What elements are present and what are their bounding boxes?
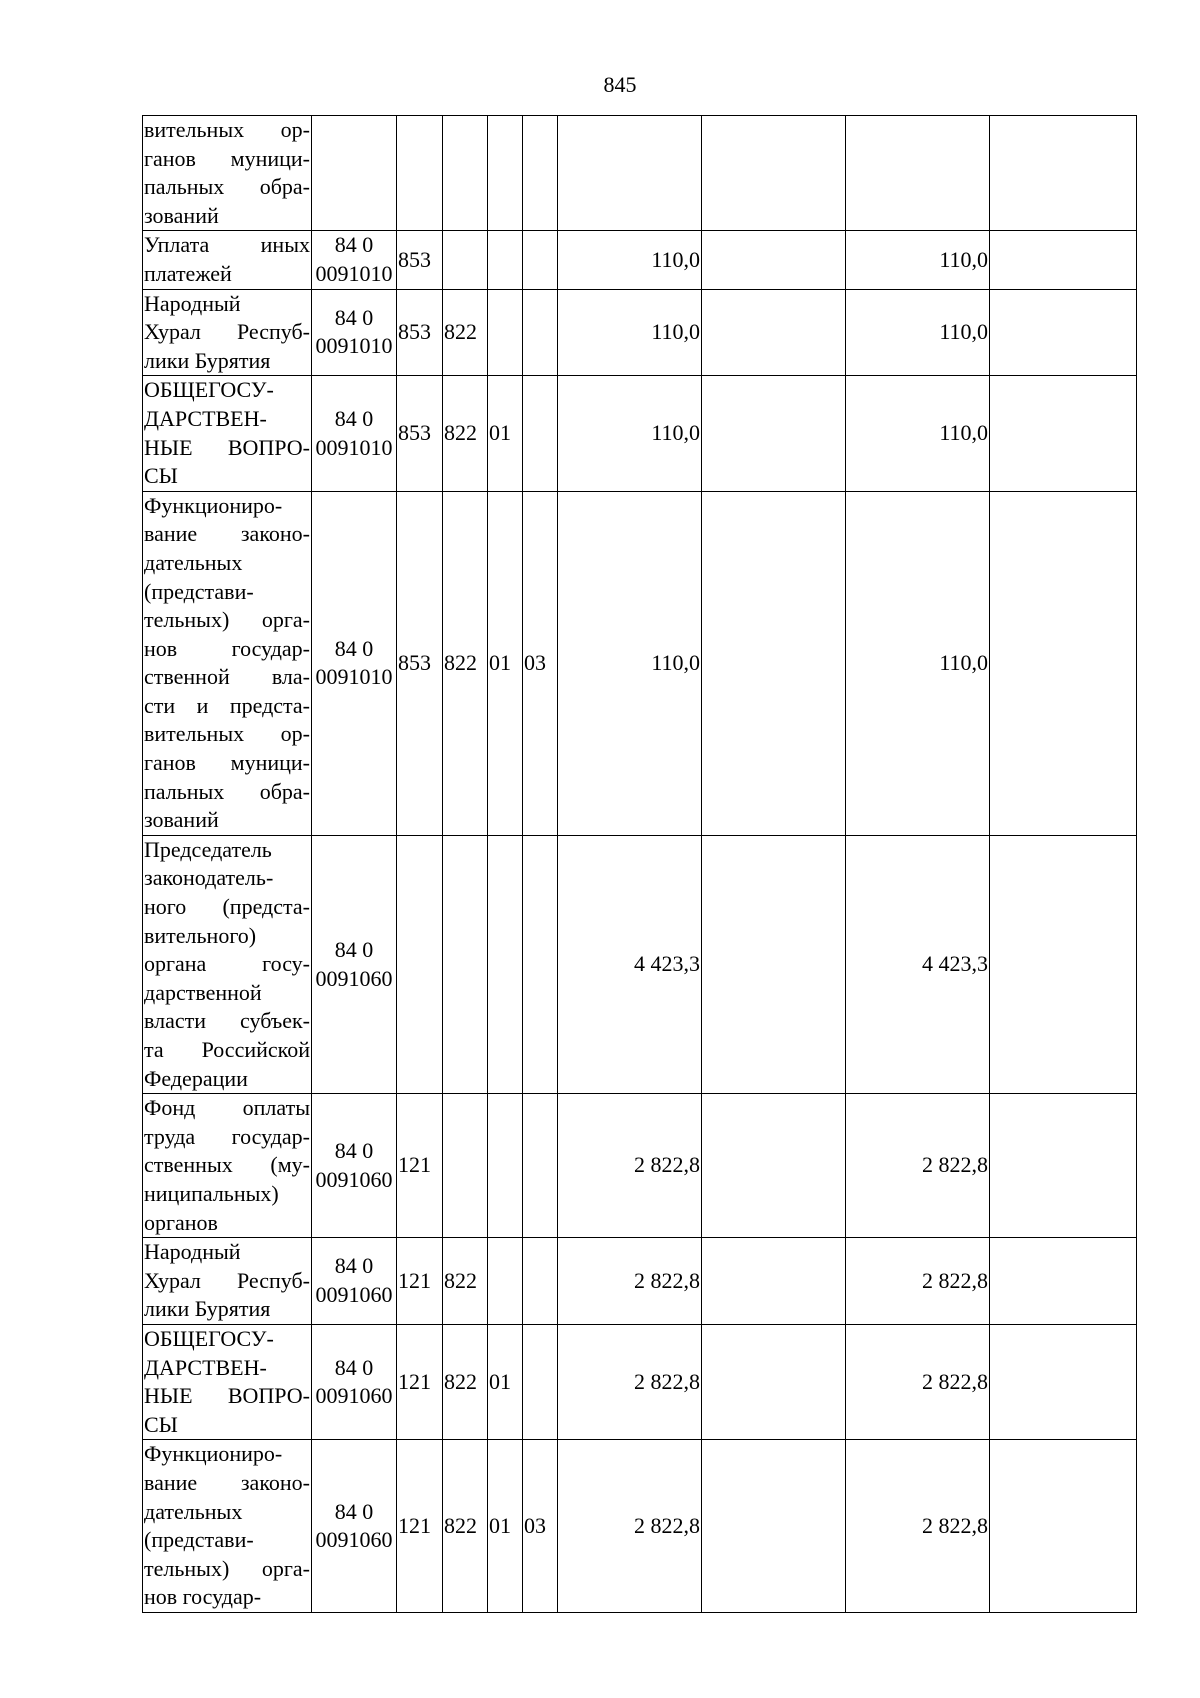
cell-text-line: НЫЕ ВОПРО-	[144, 434, 310, 460]
target-article-code-cell	[312, 491, 397, 835]
cell-text-line: зований	[144, 202, 219, 228]
row-name-cell	[143, 231, 312, 289]
table-row	[143, 1440, 1137, 1613]
cell-text-line: 84 0 00	[315, 635, 374, 690]
cell-text-line: ганов муници-	[144, 750, 310, 776]
cell-text-line: вительных ор-	[144, 117, 310, 142]
cell-text-line: лики Бурятия	[144, 347, 271, 373]
cell-text-line: Федерации	[144, 1065, 248, 1091]
cell-text-line: 91010	[337, 664, 393, 690]
cell-text-line: ДАРСТВЕН-	[144, 1354, 267, 1380]
row-name-cell	[143, 491, 312, 835]
target-article-code-cell	[312, 1238, 397, 1325]
amount-1-cell: 2 822,8	[558, 1324, 702, 1439]
amount-1-cell: 110,0	[558, 376, 702, 491]
cell-text-line: Фонд оплаты	[144, 1095, 310, 1121]
administrator-code-cell: 822	[443, 376, 488, 491]
table-row	[143, 835, 1137, 1093]
administrator-code-cell: 822	[443, 289, 488, 376]
cell-text-line: платежей	[144, 260, 232, 286]
target-article-code-cell	[312, 1440, 397, 1613]
subsection-code-cell	[523, 231, 558, 289]
amount-2-cell	[702, 289, 846, 376]
amount-4-cell	[990, 491, 1137, 835]
cell-text-line: Народный	[144, 1239, 241, 1265]
target-article-code-cell	[312, 1094, 397, 1238]
cell-text-line: Уплата иных	[144, 232, 310, 258]
cell-text-line: 84 0 00	[315, 405, 374, 460]
cell-text-line: ОБЩЕГОСУ-	[144, 377, 274, 403]
cell-text-line: 91060	[337, 1527, 393, 1553]
cell-text-line: 84 0 00	[315, 1498, 374, 1553]
row-name-cell	[143, 835, 312, 1093]
section-code-cell	[488, 231, 523, 289]
amount-2-cell	[702, 1324, 846, 1439]
expense-type-code-cell: 121	[397, 1440, 443, 1613]
amount-4-cell	[990, 231, 1137, 289]
cell-text-line: 84 0 00	[315, 1253, 374, 1308]
amount-1-cell: 4 423,3	[558, 835, 702, 1093]
cell-text-line: (представи-	[144, 1527, 254, 1553]
cell-text-line: 91060	[337, 1166, 393, 1192]
amount-2-cell	[702, 835, 846, 1093]
expense-type-code-cell: 853	[397, 376, 443, 491]
expense-type-code-cell	[397, 835, 443, 1093]
table-row	[143, 289, 1137, 376]
cell-text-line: ОБЩЕГОСУ-	[144, 1325, 274, 1351]
amount-3-cell: 2 822,8	[846, 1238, 990, 1325]
row-name-cell	[143, 1094, 312, 1238]
amount-4-cell	[990, 835, 1137, 1093]
amount-3-cell: 4 423,3	[846, 835, 990, 1093]
amount-1-cell: 110,0	[558, 491, 702, 835]
table-row	[143, 376, 1137, 491]
target-article-code-cell	[312, 376, 397, 491]
table-row	[143, 116, 1137, 231]
cell-text-line: пальных обра-	[144, 174, 310, 200]
cell-text-line: Хурал Респуб-	[144, 319, 310, 345]
amount-4-cell	[990, 1324, 1137, 1439]
cell-text-line: 84 0 00	[315, 1138, 374, 1192]
amount-2-cell	[702, 1238, 846, 1325]
row-name-cell	[143, 116, 312, 231]
target-article-code-cell	[312, 231, 397, 289]
target-article-code-cell	[312, 289, 397, 376]
row-name-cell	[143, 1324, 312, 1439]
row-name-cell	[143, 376, 312, 491]
expense-type-code-cell: 853	[397, 289, 443, 376]
section-code-cell: 01	[488, 1440, 523, 1613]
amount-4-cell	[990, 1440, 1137, 1613]
subsection-code-cell	[523, 1324, 558, 1439]
amount-1-cell: 110,0	[558, 231, 702, 289]
cell-text-line: законодатель-	[144, 865, 274, 891]
cell-text-line: 91060	[337, 965, 393, 991]
amount-2-cell	[702, 1440, 846, 1613]
cell-text-line: 84 0 00	[315, 304, 374, 359]
amount-4-cell	[990, 1094, 1137, 1238]
expense-type-code-cell	[397, 116, 443, 231]
cell-text-line: (представи-	[144, 578, 254, 604]
amount-4-cell	[990, 376, 1137, 491]
cell-text-line: лики Бурятия	[144, 1296, 271, 1322]
cell-text-line: нов государ-	[144, 1584, 262, 1610]
administrator-code-cell	[443, 1094, 488, 1238]
amount-1-cell	[558, 116, 702, 231]
cell-text-line: вительных ор-	[144, 721, 310, 747]
amount-1-cell: 2 822,8	[558, 1094, 702, 1238]
cell-text-line: Функциониро-	[144, 492, 283, 518]
amount-3-cell: 110,0	[846, 376, 990, 491]
table-body	[143, 116, 1137, 1613]
page-number: 845	[603, 72, 637, 97]
budget-table	[142, 115, 1137, 1613]
amount-2-cell	[702, 231, 846, 289]
table-row	[143, 491, 1137, 835]
section-code-cell	[488, 289, 523, 376]
administrator-code-cell: 822	[443, 1238, 488, 1325]
cell-text-line: Народный	[144, 290, 241, 316]
amount-1-cell: 2 822,8	[558, 1238, 702, 1325]
cell-text-line: 91060	[337, 1282, 393, 1308]
administrator-code-cell	[443, 835, 488, 1093]
cell-text-line: дарственной	[144, 979, 262, 1005]
target-article-code-cell	[312, 1324, 397, 1439]
administrator-code-cell: 822	[443, 1324, 488, 1439]
cell-text-line: СЫ	[144, 1411, 178, 1437]
subsection-code-cell	[523, 116, 558, 231]
amount-1-cell: 110,0	[558, 289, 702, 376]
table-row	[143, 1238, 1137, 1325]
section-code-cell: 01	[488, 1324, 523, 1439]
cell-text-line: сти и предста-	[144, 692, 310, 718]
amount-3-cell: 2 822,8	[846, 1440, 990, 1613]
cell-text-line: власти субъек-	[144, 1008, 310, 1034]
subsection-code-cell: 03	[523, 1440, 558, 1613]
row-name-cell	[143, 1238, 312, 1325]
cell-text-line: органов	[144, 1209, 218, 1235]
subsection-code-cell	[523, 289, 558, 376]
amount-3-cell: 110,0	[846, 289, 990, 376]
cell-text-line: НЫЕ ВОПРО-	[144, 1383, 310, 1409]
administrator-code-cell: 822	[443, 491, 488, 835]
cell-text-line: дательных	[144, 549, 243, 575]
table-row	[143, 1094, 1137, 1238]
cell-text-line: 84 0 00	[315, 1354, 374, 1409]
target-article-code-cell	[312, 835, 397, 1093]
expense-type-code-cell: 121	[397, 1238, 443, 1325]
cell-text-line: органа госу-	[144, 951, 310, 977]
amount-2-cell	[702, 116, 846, 231]
section-code-cell	[488, 116, 523, 231]
amount-4-cell	[990, 1238, 1137, 1325]
cell-text-line: нов государ-	[144, 635, 310, 661]
amount-2-cell	[702, 491, 846, 835]
cell-text-line: дательных	[144, 1498, 243, 1524]
cell-text-line: пальных обра-	[144, 778, 310, 804]
cell-text-line: зований	[144, 807, 219, 833]
administrator-code-cell: 822	[443, 1440, 488, 1613]
expense-type-code-cell: 121	[397, 1094, 443, 1238]
cell-text-line: ного (предста-	[144, 894, 310, 920]
cell-text-line: ственных (му-	[144, 1152, 310, 1178]
section-code-cell: 01	[488, 376, 523, 491]
amount-4-cell	[990, 116, 1137, 231]
expense-type-code-cell: 853	[397, 491, 443, 835]
cell-text-line: вание законо-	[144, 521, 310, 547]
amount-3-cell: 110,0	[846, 231, 990, 289]
section-code-cell	[488, 835, 523, 1093]
subsection-code-cell	[523, 1094, 558, 1238]
cell-text-line: 91010	[337, 260, 393, 286]
table-row	[143, 1324, 1137, 1439]
section-code-cell	[488, 1238, 523, 1325]
cell-text-line: тельных) орга-	[144, 1555, 310, 1581]
cell-text-line: СЫ	[144, 463, 178, 489]
subsection-code-cell: 03	[523, 491, 558, 835]
table-row	[143, 231, 1137, 289]
cell-text-line: труда государ-	[144, 1123, 310, 1149]
row-name-cell	[143, 289, 312, 376]
cell-text-line: 91010	[337, 333, 393, 359]
subsection-code-cell	[523, 376, 558, 491]
cell-text-line: 91010	[337, 434, 393, 460]
cell-text-line: 84 0 00	[315, 936, 374, 991]
cell-text-line: та Российской	[144, 1037, 310, 1062]
amount-3-cell: 2 822,8	[846, 1324, 990, 1439]
amount-3-cell: 110,0	[846, 491, 990, 835]
cell-text-line: ганов муници-	[144, 145, 310, 171]
cell-text-line: Хурал Респуб-	[144, 1267, 310, 1293]
cell-text-line: ДАРСТВЕН-	[144, 405, 267, 431]
amount-3-cell: 2 822,8	[846, 1094, 990, 1238]
administrator-code-cell	[443, 231, 488, 289]
amount-2-cell	[702, 376, 846, 491]
section-code-cell	[488, 1094, 523, 1238]
expense-type-code-cell: 121	[397, 1324, 443, 1439]
cell-text-line: вание законо-	[144, 1469, 310, 1495]
target-article-code-cell	[312, 116, 397, 231]
cell-text-line: вительного)	[144, 922, 257, 948]
amount-1-cell: 2 822,8	[558, 1440, 702, 1613]
amount-2-cell	[702, 1094, 846, 1238]
row-name-cell	[143, 1440, 312, 1613]
cell-text-line: 84 0 00	[315, 232, 374, 286]
amount-3-cell	[846, 116, 990, 231]
subsection-code-cell	[523, 835, 558, 1093]
cell-text-line: тельных) орга-	[144, 607, 310, 633]
amount-4-cell	[990, 289, 1137, 376]
expense-type-code-cell: 853	[397, 231, 443, 289]
cell-text-line: ниципальных)	[144, 1180, 279, 1206]
cell-text-line: ственной вла-	[144, 664, 310, 690]
cell-text-line: Председатель	[144, 836, 272, 862]
administrator-code-cell	[443, 116, 488, 231]
section-code-cell: 01	[488, 491, 523, 835]
cell-text-line: Функциониро-	[144, 1441, 283, 1467]
subsection-code-cell	[523, 1238, 558, 1325]
cell-text-line: 91060	[337, 1383, 393, 1409]
